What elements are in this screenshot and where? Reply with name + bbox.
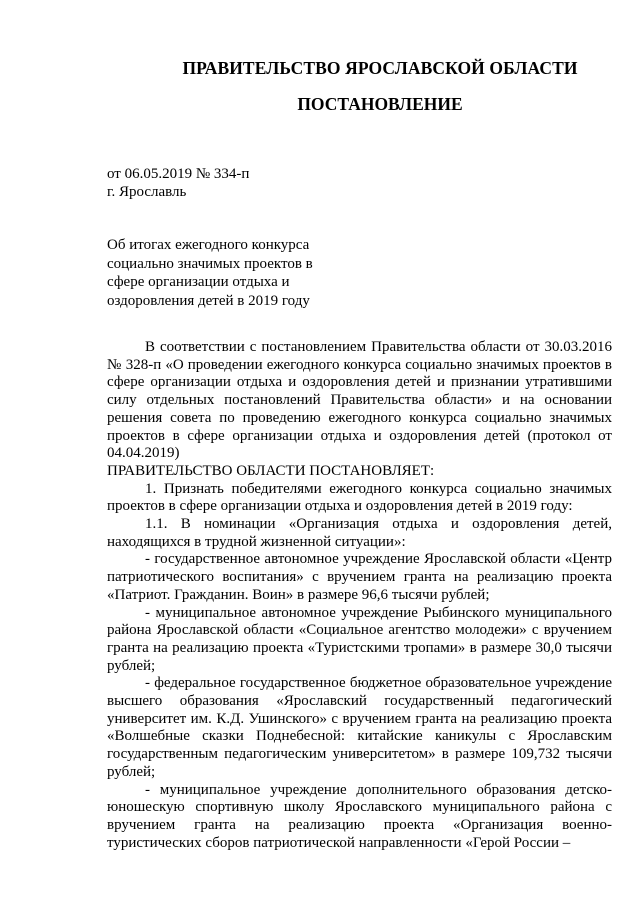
document-body [107, 339, 612, 852]
city: г. Ярославль [107, 184, 187, 200]
resolution-heading: ПРАВИТЕЛЬСТВО ОБЛАСТИ ПОСТАНОВЛЯЕТ: [107, 462, 435, 479]
document-meta [107, 165, 249, 201]
date-number: от 06.05.2019 № 334-п [107, 166, 250, 182]
winner-item: - государственное автономное учреждение Ярославской области «Центр патриотического воспитания» с вручением гранта на реализацию проекта «Патриот. Гражданин. Воин» в размере 96,6 тысячи рублей; [107, 551, 612, 603]
winner-item: - муниципальное учреждение дополнительного образования детско-юношескую спортивную школу Ярославского муниципального района с вручением гранта на реализацию проекта «Организация военно-туристических сборов патриотической направленности «Герой России – [107, 781, 612, 851]
preamble-paragraph: В соответствии с постановлением Правительства области от 30.03.2016 № 328-п «О проведении ежегодного конкурса социально значимых проектов в сфере организации отдыха и оздоровления детей и признании утратившими силу отдельных постановлений Правительства области» и на основании решения совета по проведению ежегодного конкурса социально значимых проектов в сфере организации отдыха и оздоровления детей (протокол от 04.04.2019) [107, 339, 612, 462]
government-title: ПРАВИТЕЛЬСТВО ЯРОСЛАВСКОЙ ОБЛАСТИ [182, 58, 578, 78]
document-subject: Об итогах ежегодного конкурса социально значимых проектов в сфере организации отдыха и оздоровления детей в 2019 году [107, 237, 313, 309]
item-1-1: 1.1. В номинации «Организация отдыха и оздоровления детей, находящихся в трудной жизненной ситуации»: [107, 516, 612, 550]
item-1: 1. Признать победителями ежегодного конкурса социально значимых проектов в сфере организации отдыха и оздоровления детей в 2019 году: [107, 480, 612, 515]
winner-item: - муниципальное автономное учреждение Рыбинского муниципального района Ярославской области «Социальное агентство молодежи» с вручением гранта на реализацию проекта «Туристскими тропами» в размере 30,0 тысячи рублей; [107, 604, 612, 674]
document-type: ПОСТАНОВЛЕНИЕ [297, 94, 463, 114]
winner-item: - федеральное государственное бюджетное образовательное учреждение высшего образования «Ярославский государственный педагогический университет им. К.Д. Ушинского» с вручением гранта на реализацию проекта «Волшебные сказки Поднебесной: китайские каникулы с Ярославским государственным педагогическим университетом» в размере 109,732 тысячи рублей; [107, 675, 612, 780]
